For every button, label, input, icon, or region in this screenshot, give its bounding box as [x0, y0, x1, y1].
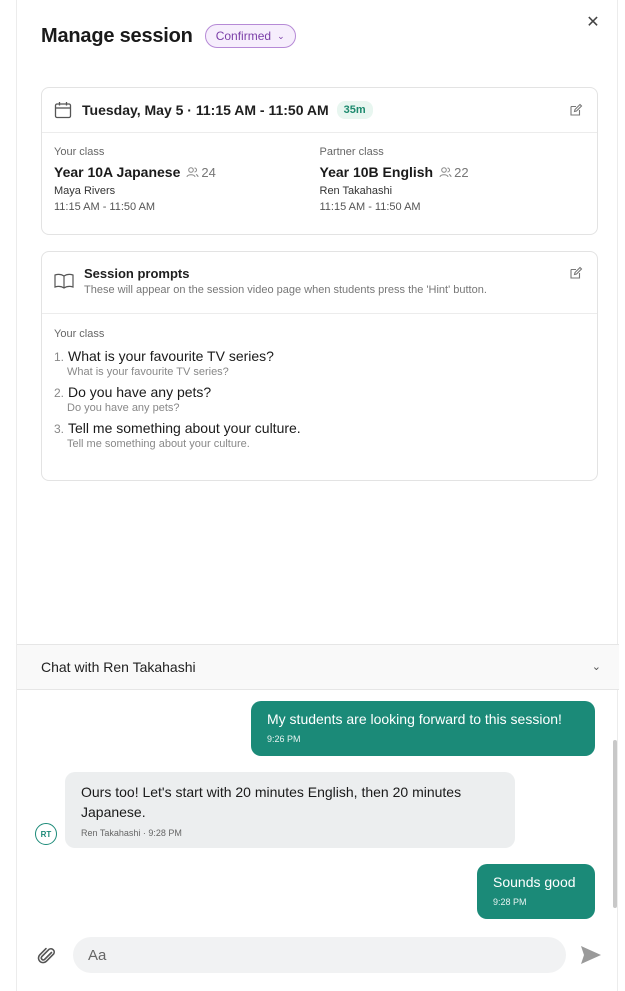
your-class-row: [54, 164, 320, 180]
prompt-question: Tell me something about your culture.: [68, 420, 301, 436]
prompt-question: What is your favourite TV series?: [68, 348, 274, 364]
message-time: 9:28 PM: [493, 897, 527, 907]
prompt-number: 2.: [54, 386, 65, 400]
prompts-header: [42, 252, 597, 314]
partner-class-info: [320, 146, 586, 213]
calendar-icon: [54, 101, 72, 119]
page-title: Manage session: [41, 24, 193, 47]
header: [41, 24, 296, 48]
message-text: My students are looking forward to this session!: [267, 711, 562, 727]
edit-icon[interactable]: [569, 103, 583, 117]
prompt-item: [54, 384, 585, 414]
chat-header[interactable]: [17, 644, 619, 690]
prompts-list: [42, 314, 597, 450]
partner-class-name: Year 10B English: [319, 164, 434, 180]
status-badge[interactable]: [205, 24, 296, 48]
prompt-item: [54, 420, 585, 450]
avatar: RT: [35, 823, 57, 845]
partner-class-teacher: Ren Takahashi: [319, 185, 393, 197]
paperclip-icon[interactable]: [37, 946, 57, 966]
chat-message-incoming: [65, 772, 515, 848]
prompt-question: Do you have any pets?: [68, 384, 212, 400]
partner-class-time: 11:15 AM - 11:50 AM: [319, 201, 421, 213]
chat-scrollbar[interactable]: [613, 740, 617, 908]
prompts-title: Session prompts: [84, 266, 190, 281]
your-class-label: Your class: [54, 146, 105, 158]
partner-class-label: Partner class: [319, 146, 384, 158]
partner-class-row: [320, 164, 586, 180]
prompt-translation: Do you have any pets?: [67, 402, 180, 414]
status-label: Confirmed: [215, 29, 272, 43]
partner-class-count: [439, 165, 468, 180]
prompt-number: 1.: [54, 350, 65, 364]
prompt-number: 3.: [54, 422, 65, 436]
message-input[interactable]: [73, 937, 566, 973]
your-class-teacher: Maya Rivers: [54, 185, 116, 197]
chat-message-outgoing: [477, 864, 595, 919]
your-class-time: 11:15 AM - 11:50 AM: [54, 201, 156, 213]
chat-composer: [17, 936, 619, 976]
duration-badge: 35m: [337, 101, 373, 119]
send-icon[interactable]: [580, 945, 602, 965]
prompts-subtitle: These will appear on the session video page when students press the 'Hint' button.: [84, 284, 487, 296]
book-open-icon: [54, 273, 74, 289]
chat-message-outgoing: [251, 701, 595, 756]
schedule-header: [42, 88, 597, 133]
prompts-class-label: Your class: [54, 328, 105, 340]
prompts-card: [41, 251, 598, 481]
users-icon: [439, 166, 452, 178]
chevron-down-icon[interactable]: ⌄: [591, 661, 601, 673]
your-class-name: Year 10A Japanese: [54, 164, 181, 180]
chevron-down-icon: ⌄: [277, 31, 285, 41]
message-text: Sounds good: [493, 874, 576, 890]
message-meta: Ren Takahashi · 9:28 PM: [81, 828, 182, 838]
partner-class-count-value: 22: [454, 164, 469, 180]
prompt-translation: What is your favourite TV series?: [67, 366, 229, 378]
close-icon[interactable]: ✕: [586, 14, 600, 31]
message-time: 9:26 PM: [267, 734, 301, 744]
your-class-info: [54, 146, 320, 213]
edit-icon[interactable]: [569, 266, 583, 280]
session-date-time: Tuesday, May 5 · 11:15 AM - 11:50 AM: [82, 102, 329, 118]
your-class-count: [186, 165, 215, 180]
message-text: Ours too! Let's start with 20 minutes English, then 20 minutes Japanese.: [81, 784, 462, 820]
schedule-card: [41, 87, 598, 235]
prompt-item: [54, 348, 585, 378]
manage-session-panel: [16, 0, 618, 991]
your-class-count-value: 24: [201, 164, 216, 180]
chat-title: Chat with Ren Takahashi: [41, 659, 196, 675]
users-icon: [186, 166, 199, 178]
prompt-translation: Tell me something about your culture.: [67, 438, 250, 450]
